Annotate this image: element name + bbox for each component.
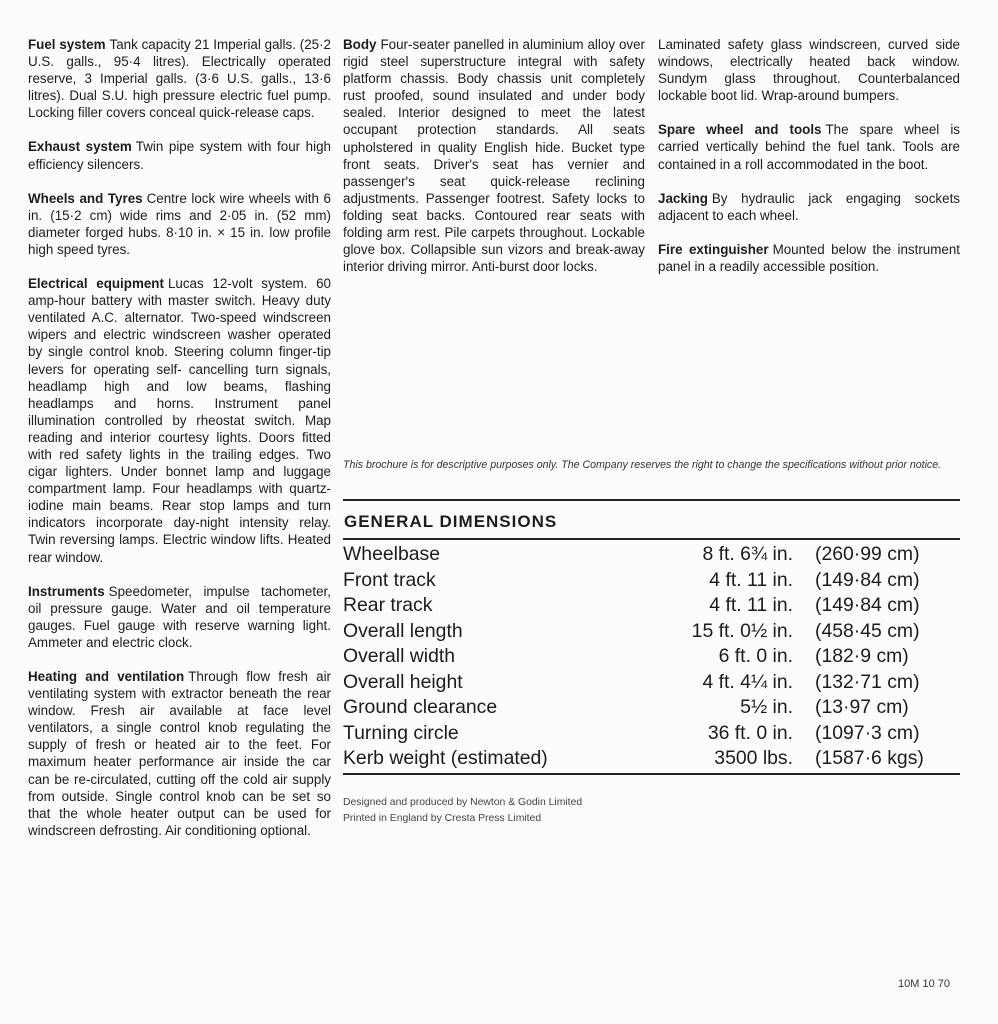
spec-section-title: Fire extinguisher bbox=[658, 241, 769, 257]
dimension-label: Turning circle bbox=[343, 721, 459, 744]
dimension-imperial: 6 ft. 0 in. bbox=[718, 645, 793, 667]
dimension-row-wheelbase bbox=[343, 542, 960, 568]
dimension-label: Overall length bbox=[343, 619, 463, 642]
dimension-imperial: 36 ft. 0 in. bbox=[707, 721, 793, 744]
dimension-label: Kerb weight (estimated) bbox=[343, 747, 548, 769]
dimension-imperial: 4 ft. 4¼ in. bbox=[702, 670, 793, 693]
spec-section-title: Exhaust system bbox=[28, 139, 132, 155]
dimension-row-overall-length bbox=[343, 619, 960, 645]
dimension-row-front-track bbox=[343, 568, 960, 594]
spec-section-continued bbox=[658, 36, 960, 104]
spec-section-text: Mounted below the instrument panel in a readily accessible position. bbox=[658, 241, 960, 274]
dimension-label: Front track bbox=[343, 568, 436, 591]
spec-section-text: Lucas 12-volt system. 60 amp-hour battery with master switch. Heavy duty ventilated A.C. alternator. Two-speed windscreen wipers and electric windscreen washer operated by single control knob. Steering column finger-tip levers for operating self- cancelling turn signals, headlamp high and low beams, flashing headlamps and horns. Instrument panel illumination controlled by rheostat switch. Map reading and interior courtesy lights. Doors fitted with red safety lights in the trailing edges. Two cigar lighters. Under bonnet lamp and luggage compartment lamp. Four headlamps with quartz-iodine main beams. Rear stop lamps and turn indicators incorporate day-night intensity relay. Twin reversing lamps. Electric window lifts. Heated rear window. bbox=[28, 276, 331, 565]
credits-designed: Designed and produced by Newton & Godin Limited bbox=[343, 797, 583, 808]
dimensions-heading: GENERAL DIMENSIONS bbox=[343, 501, 960, 540]
dimension-label: Ground clearance bbox=[343, 696, 498, 718]
credits-printed: Printed in England by Cresta Press Limited bbox=[343, 813, 542, 824]
spec-section-text: Tank capacity 21 Imperial galls. (25·2 U.S. galls., 95·4 litres). Electrically operated reserve, 3 Imperial galls. (3·6 U.S. galls., 13·6 litres). Dual S.U. high pressure electric fuel pump. Locking filler covers conceal quick-release caps. bbox=[28, 37, 331, 121]
spec-section-title: Instruments bbox=[28, 583, 105, 599]
spec-section-text: The spare wheel is carried vertically behind the fuel tank. Tools are contained in a roll accommodated in the boot. bbox=[658, 122, 960, 172]
spec-section-electrical-equipment bbox=[28, 275, 331, 566]
dimension-row-ground-clearance bbox=[343, 695, 960, 721]
dimension-imperial: 4 ft. 11 in. bbox=[709, 568, 793, 591]
spec-section-text: Four-seater panelled in aluminium alloy over rigid steel superstructure integral with safety platform chassis. Body chassis unit completely rust proofed, sound insulated and under body sealed. Interior designed to meet the latest occupant protection standards. All seats upholstered in quality English hide. Bucket type front seats. Driver's seat has vernier and passenger's seat quick-release reclining adjustments. Passenger footrest. Safety locks to folding seat backs. Contoured rear seats with folding arm rest. Pile carpets throughout. Lockable glove box. Collapsible sun vizors and break-away interior driving mirror. Anti-burst door locks. bbox=[343, 37, 645, 275]
spec-section-title: Heating and ventilation bbox=[28, 669, 185, 684]
spec-section-text: Twin pipe system with four high efficiency silencers. bbox=[28, 139, 331, 172]
spec-section-fire-extinguisher bbox=[658, 241, 960, 275]
dimensions-rows bbox=[343, 542, 960, 772]
credits bbox=[343, 795, 582, 827]
dimension-metric: (182·9 cm) bbox=[815, 645, 909, 667]
dimension-label: Wheelbase bbox=[343, 543, 441, 565]
spec-section-title: Wheels and Tyres bbox=[28, 190, 143, 206]
dimension-metric: (149·84 cm) bbox=[815, 568, 920, 591]
spec-section-title: Spare wheel and tools bbox=[658, 122, 822, 138]
spec-section-text: Speedometer, impulse tachometer, oil pressure gauge. Water and oil temperature gauges. Fuel gauge with reserve warning light. Ammeter and electric clock. bbox=[28, 583, 331, 650]
spec-section-jacking bbox=[658, 190, 960, 224]
general-dimensions-table bbox=[343, 499, 960, 775]
spec-section-title: Body bbox=[343, 37, 377, 52]
disclaimer: This brochure is for descriptive purposes only. The Company reserves the right to change the specifications without prior notice. bbox=[343, 459, 942, 471]
dimension-metric: (260·99 cm) bbox=[815, 543, 920, 565]
spec-section-heating-and-ventilation bbox=[28, 668, 331, 839]
spec-section-text: Laminated safety glass windscreen, curved side windows, electrically heated back window. Sundym glass throughout. Counterbalanced lockable boot lid. Wrap-around bumpers. bbox=[658, 37, 960, 104]
spec-column-1 bbox=[28, 36, 331, 856]
dimension-row-kerb-weight-estimated bbox=[343, 746, 960, 772]
spec-section-body bbox=[343, 36, 645, 275]
dimension-imperial: 15 ft. 0½ in. bbox=[691, 619, 793, 642]
dimension-label: Overall height bbox=[343, 670, 463, 693]
spec-section-exhaust-system bbox=[28, 138, 331, 172]
spec-column-2 bbox=[343, 36, 645, 292]
dimension-row-turning-circle bbox=[343, 721, 960, 747]
dimension-metric: (132·71 cm) bbox=[815, 670, 920, 693]
dimension-label: Overall width bbox=[343, 645, 456, 667]
spec-section-spare-wheel-and-tools bbox=[658, 121, 960, 172]
spec-section-fuel-system bbox=[28, 36, 331, 121]
dimension-label: Rear track bbox=[343, 594, 433, 616]
dimension-metric: (458·45 cm) bbox=[815, 619, 920, 642]
spec-column-3 bbox=[658, 36, 960, 292]
bottom-rule bbox=[343, 773, 960, 775]
dimension-row-rear-track bbox=[343, 593, 960, 619]
dimension-metric: (1587·6 kgs) bbox=[815, 747, 924, 769]
dimension-imperial: 4 ft. 11 in. bbox=[709, 594, 793, 616]
spec-section-title: Fuel system bbox=[28, 37, 106, 52]
dimension-row-overall-width bbox=[343, 644, 960, 670]
dimension-metric: (149·84 cm) bbox=[815, 594, 920, 616]
dimension-imperial: 3500 lbs. bbox=[714, 747, 793, 769]
dimension-metric: (13·97 cm) bbox=[815, 696, 909, 718]
spec-section-text: Centre lock wire wheels with 6 in. (15·2 cm) wide rims and 2·05 in. (52 mm) diameter forged hubs. 8·10 in. × 15 in. low profile high speed tyres. bbox=[28, 190, 331, 257]
dimension-metric: (1097·3 cm) bbox=[815, 721, 920, 744]
dimension-row-overall-height bbox=[343, 670, 960, 696]
spec-section-wheels-and-tyres bbox=[28, 190, 331, 258]
spec-section-text: Through flow fresh air ventilating system with extractor beneath the rear window. Fresh air available at face level ventilators, a single control knob regulating the supply of fresh or heated air to the feet. For maximum heater performance air inside the car can be re-circulated, cutting off the cold air supply from outside. Single control knob can be set so that the whole heater output can be used for windscreen defrosting. Air conditioning optional. bbox=[28, 669, 331, 838]
spec-section-title: Jacking bbox=[658, 190, 708, 206]
spec-section-instruments bbox=[28, 583, 331, 651]
spec-section-text: By hydraulic jack engaging sockets adjacent to each wheel. bbox=[658, 190, 960, 223]
print-reference: 10M 10 70 bbox=[898, 978, 950, 990]
dimension-imperial: 8 ft. 6¾ in. bbox=[702, 543, 793, 565]
dimension-imperial: 5½ in. bbox=[740, 696, 793, 718]
spec-section-title: Electrical equipment bbox=[28, 276, 164, 292]
